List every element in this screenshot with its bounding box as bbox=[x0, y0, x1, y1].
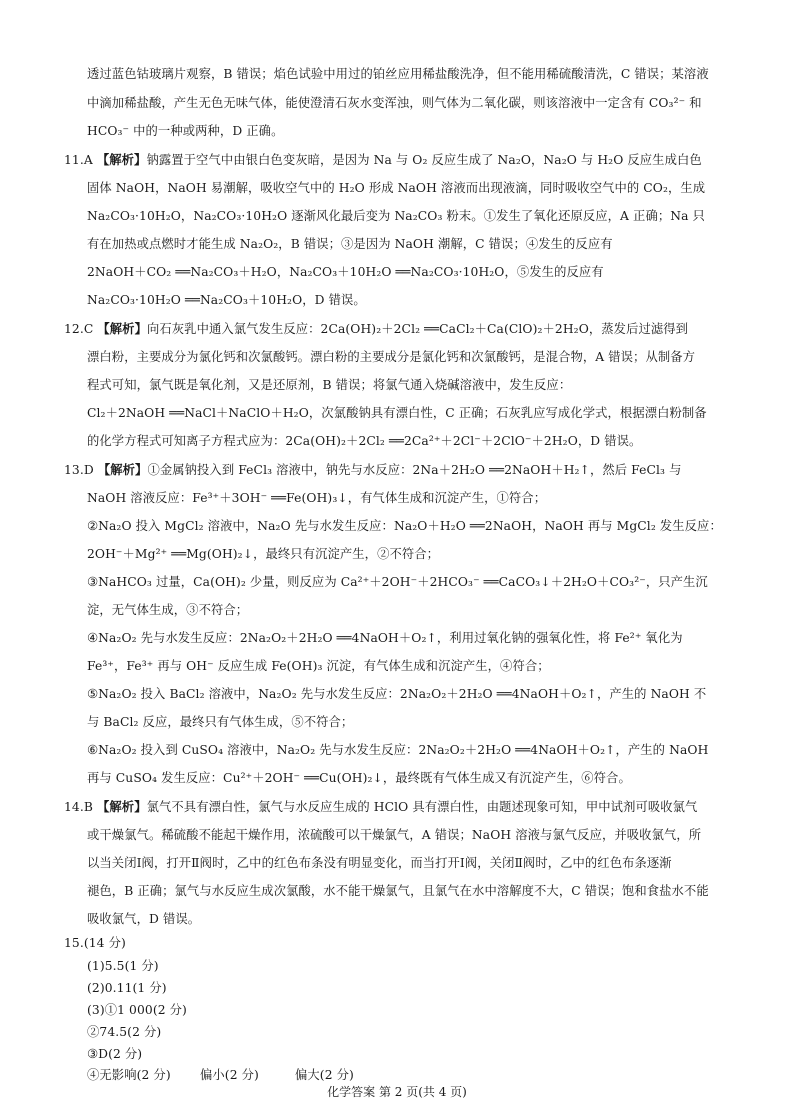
q11-line-3: Na₂CO₃·10H₂O，Na₂CO₃·10H₂O 逐渐风化最后变为 Na₂CO₃ 粉末。①发生了氧化还原反应，A 正确；Na 只 bbox=[87, 209, 705, 223]
q14-line-3: 以当关闭Ⅰ阀，打开Ⅱ阀时，乙中的红色布条没有明显变化，而当打开Ⅰ阀，关闭Ⅱ阀时，乙中的红色布条逐渐 bbox=[87, 856, 672, 870]
q14-analysis-tag: 【解析】 bbox=[97, 800, 147, 814]
q14-line-5: 吸收氯气，D 错误。 bbox=[87, 912, 201, 926]
q13-line-10: 与 BaCl₂ 反应，最终只有气体生成，⑤不符合； bbox=[87, 715, 354, 729]
q13-line-6: 淀，无气体生成，③不符合； bbox=[87, 603, 249, 617]
q15-answer-2: (2)0.11(1 分) bbox=[87, 981, 167, 995]
q12-analysis-tag: 【解析】 bbox=[97, 322, 147, 336]
q15-answer-6b: 偏小(2 分) bbox=[200, 1068, 259, 1082]
q11-line-6: Na₂CO₃·10H₂O ══Na₂CO₃＋10H₂O，D 错误。 bbox=[87, 293, 366, 307]
q13-line-5: ③NaHCO₃ 过量，Ca(OH)₂ 少量，则反应为 Ca²⁺＋2OH⁻＋2HCO₃⁻ ══CaCO₃↓＋2H₂O＋CO₃²⁻，只产生沉 bbox=[87, 575, 708, 589]
q15-answer-1: (1)5.5(1 分) bbox=[87, 959, 159, 973]
q14-line-4: 褪色，B 正确；氯气与水反应生成次氯酸，水不能干燥氯气，且氯气在水中溶解度不大，C 错误；饱和食盐水不能 bbox=[87, 884, 709, 898]
q12-line-4: Cl₂＋2NaOH ══NaCl＋NaClO＋H₂O，次氯酸钠具有漂白性，C 正确；石灰乳应写成化学式，根据漂白粉制备 bbox=[87, 406, 707, 420]
q15-answer-5: ③D(2 分) bbox=[87, 1047, 143, 1061]
q15-heading: 15.(14 分) bbox=[64, 936, 126, 950]
q15-answer-6c: 偏大(2 分) bbox=[295, 1068, 354, 1082]
q13-line-11: ⑥Na₂O₂ 投入到 CuSO₄ 溶液中，Na₂O₂ 先与水发生反应：2Na₂O₂＋2H₂O ══4NaOH＋O₂↑，产生的 NaOH bbox=[87, 743, 709, 757]
q14-number: 14.B bbox=[64, 800, 93, 814]
q14-first-line bbox=[64, 797, 697, 815]
q12-line-3: 程式可知，氯气既是氧化剂，又是还原剂，B 错误；将氯气通入烧碱溶液中，发生反应： bbox=[87, 378, 572, 392]
q13-number: 13.D bbox=[64, 463, 94, 477]
q14-text-1: 氯气不具有漂白性，氯气与水反应生成的 HClO 具有漂白性，由题述现象可知，甲中试剂可吸收氯气 bbox=[146, 800, 698, 814]
q12-number: 12.C bbox=[64, 322, 94, 336]
q13-first-line bbox=[64, 460, 681, 478]
q12-text-1: 向石灰乳中通入氯气发生反应：2Ca(OH)₂＋2Cl₂ ══CaCl₂＋Ca(ClO)₂＋2H₂O，蒸发后过滤得到 bbox=[146, 322, 689, 336]
q11-text-1: 钠露置于空气中由银白色变灰暗，是因为 Na 与 O₂ 反应生成了 Na₂O，Na₂O 与 H₂O 反应生成白色 bbox=[146, 153, 702, 167]
q13-line-3: ②Na₂O 投入 MgCl₂ 溶液中，Na₂O 先与水发生反应：Na₂O＋H₂O ══2NaOH，NaOH 再与 MgCl₂ 发生反应： bbox=[87, 519, 722, 533]
q11-line-5: 2NaOH＋CO₂ ══Na₂CO₃＋H₂O，Na₂CO₃＋10H₂O ══Na₂CO₃·10H₂O，⑤发生的反应有 bbox=[87, 265, 604, 279]
q13-text-1: ①金属钠投入到 FeCl₃ 溶液中，钠先与水反应：2Na＋2H₂O ══2NaOH＋H₂↑，然后 FeCl₃ 与 bbox=[147, 463, 682, 477]
intro-line-1: 透过蓝色钴玻璃片观察，B 错误；焰色试验中用过的铂丝应用稀盐酸洗净，但不能用稀硫酸清洗，C 错误；某溶液 bbox=[87, 67, 709, 81]
q13-line-9: ⑤Na₂O₂ 投入 BaCl₂ 溶液中，Na₂O₂ 先与水发生反应：2Na₂O₂＋2H₂O ══4NaOH＋O₂↑，产生的 NaOH 不 bbox=[87, 687, 707, 701]
q11-analysis-tag: 【解析】 bbox=[96, 153, 147, 167]
q13-line-8: Fe³⁺，Fe³⁺ 再与 OH⁻ 反应生成 Fe(OH)₃ 沉淀，有气体生成和沉淀产生，④符合； bbox=[87, 659, 550, 673]
q13-line-7: ④Na₂O₂ 先与水发生反应：2Na₂O₂＋2H₂O ══4NaOH＋O₂↑，利用过氧化钠的强氧化性，将 Fe²⁺ 氧化为 bbox=[87, 631, 683, 645]
intro-line-3: HCO₃⁻ 中的一种或两种，D 正确。 bbox=[87, 124, 284, 138]
q14-line-2: 或干燥氯气。稀硫酸不能起干燥作用，浓硫酸可以干燥氯气，A 错误；NaOH 溶液与氯气反应，并吸收氯气，所 bbox=[87, 828, 702, 842]
q11-number: 11.A bbox=[64, 153, 93, 167]
q11-first-line bbox=[64, 150, 702, 168]
q13-line-2: NaOH 溶液反应：Fe³⁺＋3OH⁻ ══Fe(OH)₃↓，有气体生成和沉淀产生，①符合； bbox=[87, 491, 547, 505]
q12-line-5: 的化学方程式可知离子方程式应为：2Ca(OH)₂＋2Cl₂ ══2Ca²⁺＋2Cl⁻＋2ClO⁻＋2H₂O，D 错误。 bbox=[87, 434, 642, 448]
q13-line-4: 2OH⁻＋Mg²⁺ ══Mg(OH)₂↓，最终只有沉淀产生，②不符合； bbox=[87, 547, 440, 561]
intro-line-2: 中滴加稀盐酸，产生无色无味气体，能使澄清石灰水变浑浊，则气体为二氧化碳，则该溶液中一定含有 CO₃²⁻ 和 bbox=[87, 96, 702, 110]
q15-answer-6a: ④无影响(2 分) bbox=[87, 1068, 171, 1082]
q13-analysis-tag: 【解析】 bbox=[97, 463, 148, 477]
q11-line-2: 固体 NaOH，NaOH 易潮解，吸收空气中的 H₂O 形成 NaOH 溶液而出现液滴，同时吸收空气中的 CO₂，生成 bbox=[87, 181, 706, 195]
q12-line-2: 漂白粉，主要成分为氯化钙和次氯酸钙。漂白粉的主要成分是氯化钙和次氯酸钙，是混合物，A 错误；从制备方 bbox=[87, 350, 696, 364]
q15-answer-3: (3)①1 000(2 分) bbox=[87, 1003, 187, 1017]
q13-line-12: 再与 CuSO₄ 发生反应：Cu²⁺＋2OH⁻ ══Cu(OH)₂↓，最终既有气体生成又有沉淀产生，⑥符合。 bbox=[87, 771, 631, 785]
q15-answer-4: ②74.5(2 分) bbox=[87, 1025, 162, 1039]
q12-first-line bbox=[64, 319, 688, 337]
q11-line-4: 有在加热或点燃时才能生成 Na₂O₂，B 错误；③是因为 NaOH 潮解，C 错误；④发生的反应有 bbox=[87, 237, 613, 251]
page-footer: 化学答案 第 2 页(共 4 页) bbox=[327, 1085, 467, 1099]
